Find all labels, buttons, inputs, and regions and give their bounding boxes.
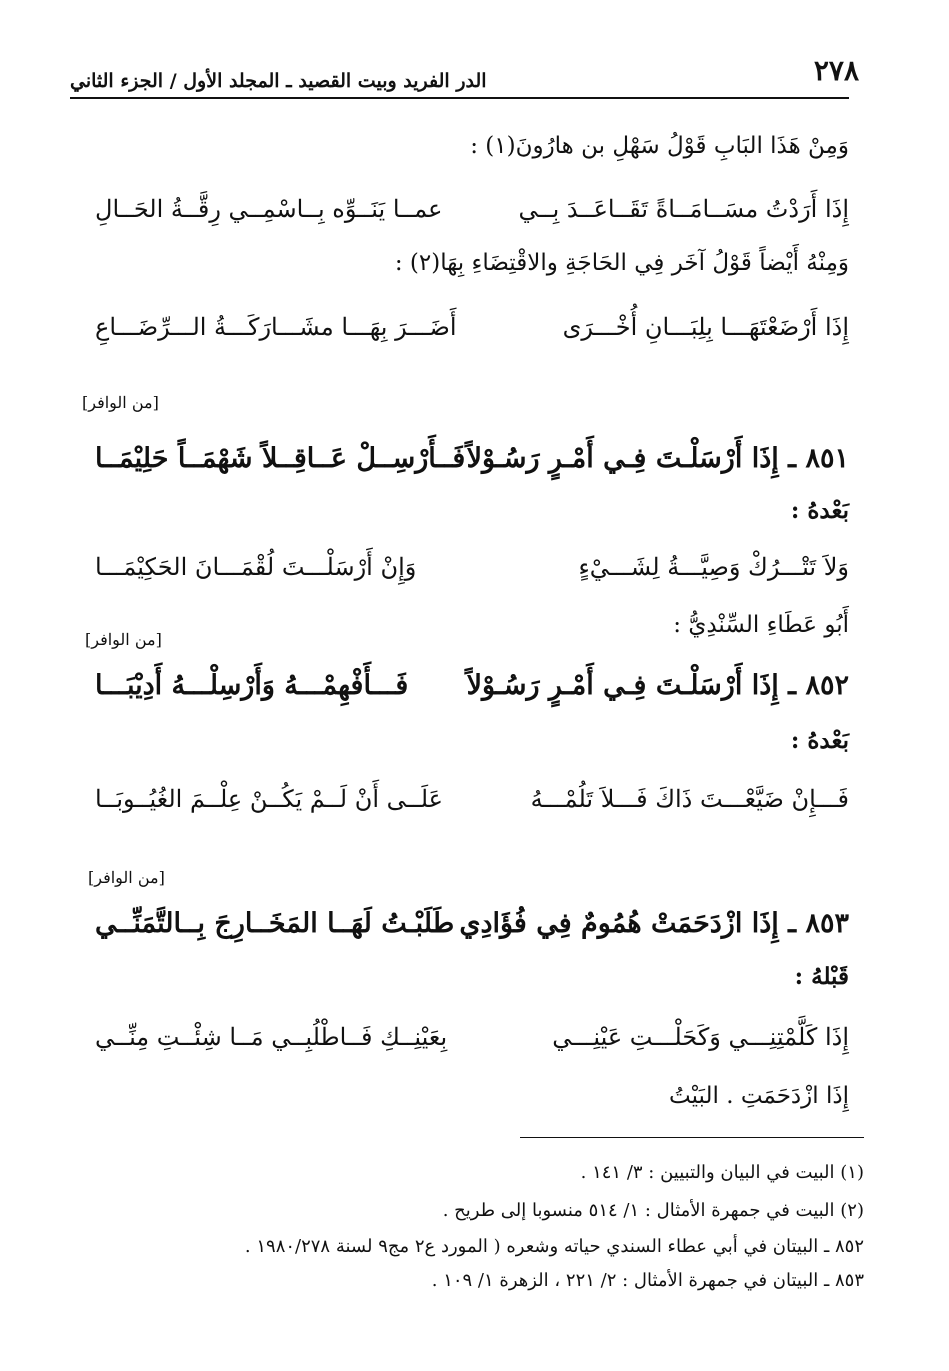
header-rule	[70, 97, 849, 99]
page-number: ٢٧٨	[813, 54, 859, 87]
footnote-rule	[520, 1137, 864, 1138]
verse-line-2	[95, 313, 849, 353]
label-after-852: بَعْدهُ :	[790, 727, 849, 754]
verse-851-after-first-hemistich: وَلاَ تَتْـــرُكْ وَصِيَّـــةُ لِشَـــيْءٍ	[578, 553, 849, 581]
running-title: الدر الفريد وبيت القصيد ـ المجلد الأول / الجزء الثاني	[70, 70, 487, 92]
verse-line-1	[95, 195, 849, 235]
poet-852: أَبُو عَطَاءِ السِّنْدِيُّ :	[673, 612, 849, 638]
meter-label-853: [من الوافر]	[88, 868, 165, 887]
verse-851-first-hemistich: ٨٥١ ـ إِذَا أَرْسَلْـتَ فِـي أَمْـرٍ رَسُـوْلاً	[466, 443, 849, 474]
footnote-852: ٨٥٢ ـ البيتان في أبي عطاء السندي حياته وشعره ( المورد ع٢ مج٩ لسنة ١٩٨٠/٢٧٨ .	[244, 1236, 864, 1257]
verse-1-second-hemistich: عمــا يَنَــوِّه بِــاسْمِــي رِقَّــةُ الحَــالِ	[95, 195, 443, 223]
verse-853	[95, 908, 849, 952]
meter-label-851: [من الوافر]	[82, 393, 159, 412]
verse-2-second-hemistich: أَضَـــرَ بِهَـــا مشَـــارَكَـــةُ الـــرِّضَـــاعِ	[95, 313, 457, 341]
verse-852-after	[95, 785, 849, 825]
label-after-851: بَعْدهُ :	[790, 497, 849, 524]
verse-853-second-hemistich: طَلَبْـتُ لَهَــا المَخَــارِجَ بِــالتَّمَنِّــي	[95, 908, 455, 939]
verse-853-first-hemistich: ٨٥٣ ـ إِذَا ازْدَحَمَتْ هُمُومٌ فِي فُؤَادِي	[459, 908, 849, 939]
verse-852	[95, 670, 849, 714]
verse-853-before-first-hemistich: إِذَا كَلَّمْتِنِـــي وَكَحَلْـــتِ عَيْنِـــي	[552, 1023, 849, 1051]
meter-label-852: [من الوافر]	[85, 630, 162, 649]
verse-853-before-second-hemistich: بِعَيْنِــكِ فَــاطْلُبِــي مَــا شِئْــتِ مِنِّــي	[95, 1023, 448, 1051]
verse-851-after	[95, 553, 849, 593]
verse-851-after-second-hemistich: وَإِنْ أَرْسَلْـــتَ لُقْمَـــانَ الحَكِيْمَـــا	[95, 553, 417, 581]
verse-1-first-hemistich: إِذَا أَرَدْتُ مسَــامَــاةً تَقَــاعَــدَ بِــي	[518, 195, 849, 223]
footnote-1: (١) البيت في البيان والتبيين : ٣/ ١٤١ .	[580, 1162, 864, 1183]
verse-852-after-second-hemistich: عَلَــى أَنْ لَــمْ يَكُــنْ عِلْــمَ الغُيُــوبَــا	[95, 785, 443, 813]
verse-852-after-first-hemistich: فَـــإِنْ ضَيَّعْـــتَ ذَاكَ فَـــلاَ تَلُمْـــهُ	[530, 785, 849, 813]
verse-853-before	[95, 1023, 849, 1063]
footnote-853: ٨٥٣ ـ البيتان في جمهرة الأمثال : ٢/ ٢٢١ ، الزهرة ١/ ١٠٩ .	[431, 1270, 864, 1291]
intro-line-2: وَمِنْهُ أَيْضاً قَوْلُ آخَر فِي الحَاجَةِ والاقْتِضَاءِ بِهَا(٢) :	[394, 250, 849, 276]
intro-line-1: وَمِنْ هَذَا البَابِ قَوْلُ سَهْلِ بن هارُونَ(١) :	[470, 133, 849, 159]
label-before-853: قَبْلهُ :	[794, 963, 849, 990]
page-header	[70, 50, 859, 100]
verse-2-first-hemistich: إِذَا أَرْضَعْتَهَـــا بِلِبَـــانِ أُخْـــرَى	[562, 313, 849, 341]
verse-851-second-hemistich: فَــأَرْسِــلْ عَــاقِــلاً شَهْمَــاً حَلِيْمَــا	[95, 443, 466, 474]
verse-852-second-hemistich: فَـــأَفْهِمْـــهُ وَأَرْسِلْـــهُ أَدِيْبَـــا	[95, 670, 409, 701]
footnote-2: (٢) البيت في جمهرة الأمثال : ١/ ٥١٤ منسوبا إلى طريح .	[442, 1200, 864, 1221]
continuation-line: إِذَا ازْدَحَمَتِ . البَيْتُ	[669, 1083, 849, 1109]
verse-851	[95, 443, 849, 487]
verse-852-first-hemistich: ٨٥٢ ـ إِذَا أَرْسَلْـتَ فِـي أَمْـرٍ رَسُـوْلاً	[466, 670, 849, 701]
